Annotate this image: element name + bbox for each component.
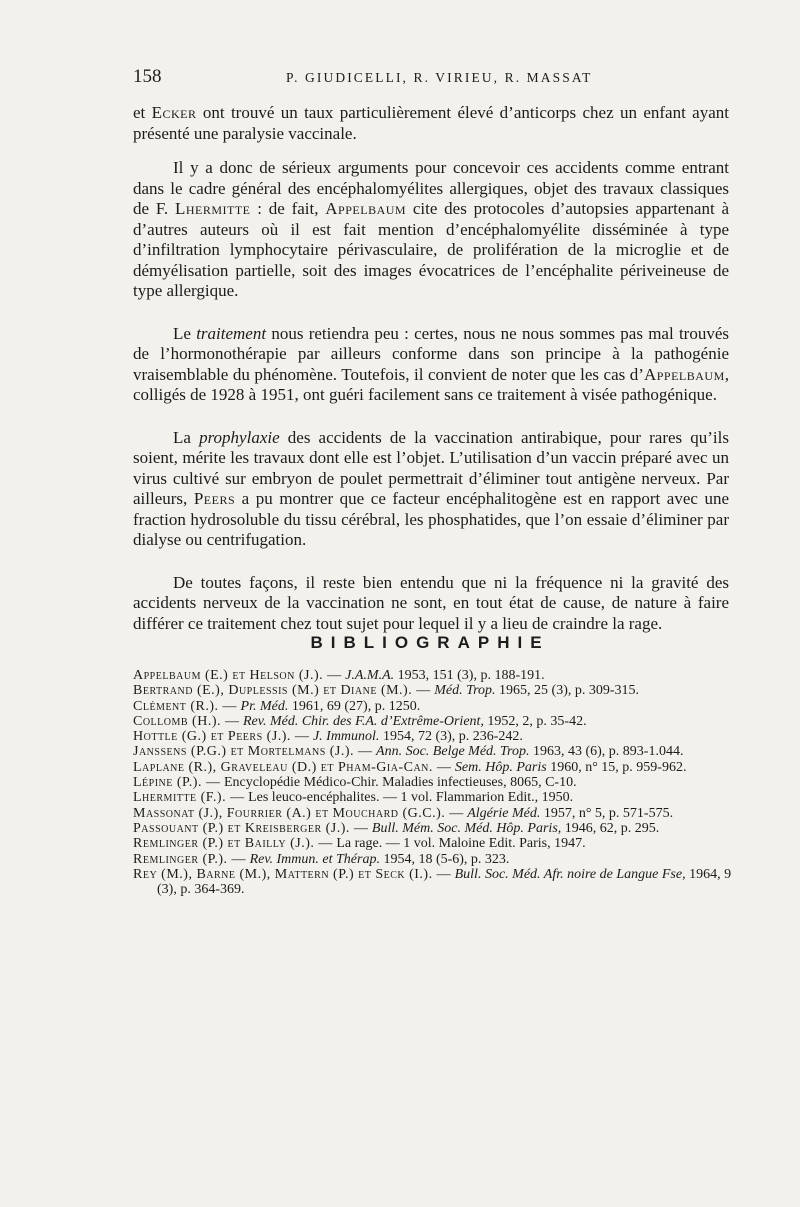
reference-details: 1946, 62, p. 295. [564, 820, 660, 836]
reference-source: Méd. Trop. [434, 683, 496, 699]
text-run: ont trouvé un taux particulièrement élevé d’anticorps chez un enfant ayant présenté une paralysie vaccinale. [133, 103, 729, 143]
text-run: : de fait, [250, 199, 326, 218]
reference-source: Ann. Soc. Belge Méd. Trop. [376, 744, 530, 760]
bibliography-list [133, 668, 733, 897]
reference-entry [133, 836, 733, 851]
reference-entry [133, 806, 733, 821]
reference-authors: Remlinger (P.). — [133, 851, 247, 867]
text-run: Le [173, 323, 197, 343]
reference-details: 1961, 69 (27), p. 1250. [291, 698, 421, 714]
reference-entry [133, 821, 733, 836]
reference-authors: Laplane (R.), Graveleau (D.) et Pham-Gia-Can. — [133, 759, 452, 775]
reference-source: Bull. Mém. Soc. Méd. Hôp. Paris, [371, 820, 562, 836]
reference-authors: Hottle (G.) et Peers (J.). — [133, 729, 310, 745]
reference-entry [133, 729, 733, 744]
text-run: des accidents de la vaccination antirabique, pour rares qu’ils soient, mérite les travaux dont elle est l’objet. L’utilisation d’un vaccin préparé avec un virus cultivé sur embryon de poulet permettrait d’éliminer tout antigène nerveux. Par ailleurs, [133, 427, 729, 508]
author-name: Appelbaum [325, 199, 407, 218]
reference-source: Bull. Soc. Méd. Afr. noire de Langue Fse, [454, 866, 686, 882]
reference-details: 1952, 2, p. 35-42. [487, 713, 587, 729]
reference-authors: Lépine (P.). — [133, 775, 221, 791]
text-run: Il y a donc de sérieux arguments pour concevoir ces accidents comme entrant dans le cadre général des encéphalomyélites allergiques, objet des travaux classiques de F. [133, 158, 729, 218]
reference-source: Rev. Immun. et Thérap. [249, 851, 380, 867]
reference-authors: Rey (M.), Barne (M.), Mattern (P.) et Seck (I.). — [133, 866, 452, 882]
reference-authors: Bertrand (E.), Duplessis (M.) et Diane (M.). — [133, 683, 431, 699]
reference-authors: Passouant (P.) et Kreisberger (J.). — [133, 820, 369, 836]
text-run: nous retiendra peu : certes, nous ne nous sommes pas mal trouvés de l’hormonothérapie par ailleurs conforme dans son principe à la pathogénie vraisemblable du phénomène. Toutefois, il convient de noter que les cas d’ [133, 323, 729, 384]
author-name: Ecker [151, 103, 197, 122]
reference-details: 1954, 18 (5-6), p. 323. [383, 851, 510, 867]
reference-source: Algérie Méd. [467, 805, 541, 821]
reference-details: Encyclopédie Médico-Chir. Maladies infectieuses, 8065, C-10. [223, 775, 577, 791]
reference-authors: Lhermitte (F.). — [133, 790, 245, 806]
reference-source: Pr. Méd. [240, 698, 289, 714]
reference-details: 1954, 72 (3), p. 236-242. [382, 729, 523, 745]
reference-source: J.A.M.A. [345, 668, 395, 683]
reference-entry [133, 760, 733, 775]
reference-authors: Collomb (H.). — [133, 713, 240, 729]
author-name: Appelbaum [643, 364, 725, 384]
reference-details: Les leuco-encéphalites. — 1 vol. Flammarion Edit., 1950. [248, 790, 574, 806]
reference-entry [133, 867, 733, 898]
page-header [133, 66, 733, 90]
paragraph-2 [133, 158, 729, 302]
reference-source: Sem. Hôp. Paris [454, 759, 547, 775]
reference-entry [133, 683, 733, 698]
reference-details: 1963, 43 (6), p. 893-1.044. [532, 744, 684, 760]
reference-authors: Appelbaum (E.) et Helson (J.). — [133, 668, 342, 683]
bibliography-heading: BIBLIOGRAPHIE [310, 633, 550, 652]
text-run: cite des protocoles d’autopsies appartenant à d’autres auteurs où il est fait mention d’encéphalomyélite disséminée à type d’infiltration lymphocytaire périvasculaire, de prolifération de la microglie et de démyélisation partielle, soit des images évocatrices de l’encéphalite périveineuse de type allergique. [133, 199, 730, 300]
text-run: La [173, 427, 200, 447]
reference-entry [133, 668, 733, 683]
reference-details: 1957, n° 5, p. 571-575. [543, 805, 674, 821]
paragraph-5: De toutes façons, il reste bien entendu que ni la fréquence ni la gravité des accidents nerveux de la vaccination ne sont, en tout état de cause, de nature à faire différer ce traitement chez tout sujet pour lequel il y a lieu de craindre la rage. [133, 572, 729, 633]
reference-details: La rage. — 1 vol. Maloine Edit. Paris, 1947. [336, 836, 586, 852]
italic-term: prophylaxie [199, 427, 280, 447]
reference-entry [133, 852, 733, 867]
reference-authors: Clément (R.). — [133, 698, 238, 714]
reference-entry [133, 744, 733, 759]
page-number: 158 [133, 66, 162, 87]
reference-entry [133, 699, 733, 714]
reference-authors: Massonat (J.), Fourrier (A.) et Mouchard (G.C.). — [133, 805, 464, 821]
reference-source: J. Immunol. [312, 729, 380, 745]
reference-entry [133, 775, 733, 790]
running-head: P. GIUDICELLI, R. VIRIEU, R. MASSAT [286, 70, 593, 85]
reference-authors: Janssens (P.G.) et Mortelmans (J.). — [133, 744, 373, 760]
reference-entry [133, 790, 733, 805]
reference-details: 1964, 9 (3), p. 364-369. [157, 866, 732, 898]
paragraph-4 [133, 428, 729, 551]
reference-authors: Remlinger (P.) et Bailly (J.). — [133, 836, 333, 852]
author-name: Peers [193, 489, 236, 508]
reference-details: 1965, 25 (3), p. 309-315. [499, 683, 640, 699]
reference-details: 1953, 151 (3), p. 188-191. [397, 668, 545, 683]
paragraph-1: et Ecker ont trouvé un taux particulièrement élevé d’anticorps chez un enfant ayant présenté une paralysie vaccinale. [133, 103, 729, 143]
author-name: Lhermitte [174, 199, 251, 218]
reference-source: Rev. Méd. Chir. des F.A. d’Extrême-Orient, [243, 713, 484, 729]
body-text [133, 103, 729, 634]
reference-details: 1960, n° 15, p. 959-962. [550, 759, 687, 775]
text-run: a pu montrer que ce facteur encéphalitogène est en rapport avec une fraction hydrosoluble du tissu cérébral, les phosphatides, que l’on essaie d’éliminer par dialyse ou centrifugation. [133, 489, 729, 549]
text-run: , colligés de 1928 à 1951, ont guéri facilement sans ce traitement à visée pathogénique. [133, 364, 729, 404]
paragraph-3 [133, 324, 729, 406]
italic-term: traitement [196, 323, 267, 343]
reference-entry [133, 714, 733, 729]
